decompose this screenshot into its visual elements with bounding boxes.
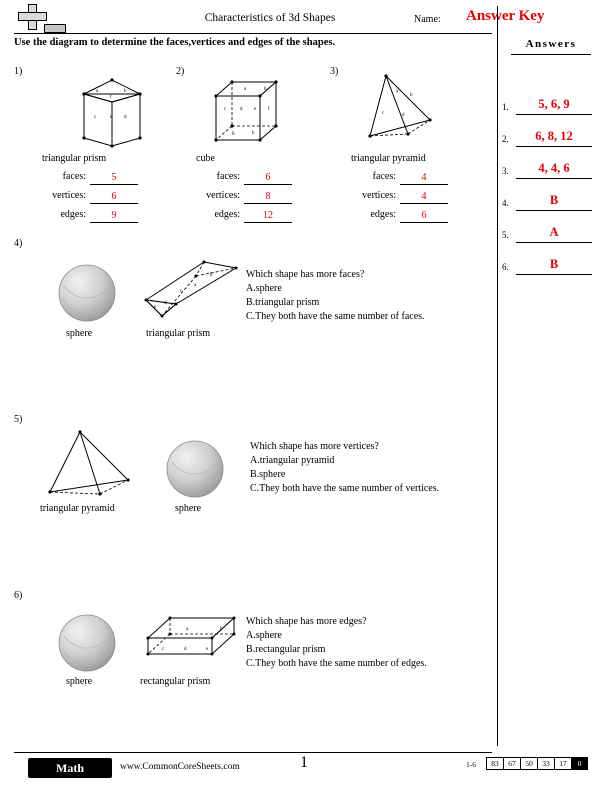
answer-1-edges[interactable]: 9 bbox=[90, 209, 138, 223]
choice-6-b[interactable]: B.rectangular prism bbox=[246, 644, 326, 655]
svg-text:b: b bbox=[264, 87, 267, 92]
prop-label-1-vertices: vertices: bbox=[52, 190, 86, 201]
question-number-4: 4) bbox=[14, 238, 23, 249]
svg-text:e: e bbox=[110, 115, 113, 120]
svg-text:a: a bbox=[244, 87, 247, 92]
site-url[interactable]: www.CommonCoreSheets.com bbox=[120, 762, 240, 772]
svg-text:h: h bbox=[252, 131, 255, 136]
answer-3-edges[interactable]: 6 bbox=[400, 209, 448, 223]
shape-label-6-left: sphere bbox=[66, 676, 93, 687]
choice-6-c[interactable]: C.They both have the same number of edges. bbox=[246, 658, 427, 669]
shape-label-5-right: sphere bbox=[175, 503, 202, 514]
triangular-pyramid-figure-3 bbox=[358, 72, 448, 150]
answer-row-4 bbox=[502, 192, 592, 214]
svg-text:a: a bbox=[186, 627, 189, 632]
svg-text:f: f bbox=[110, 95, 112, 100]
page-title: Characteristics of 3d Shapes bbox=[204, 12, 336, 24]
shape-label-4-right: triangular prism bbox=[146, 328, 211, 339]
svg-text:a: a bbox=[96, 89, 99, 94]
triangular-prism-figure-4 bbox=[140, 258, 246, 324]
choice-4-b[interactable]: B.triangular prism bbox=[246, 297, 320, 308]
svg-text:f: f bbox=[268, 107, 270, 112]
page-number: 1 bbox=[300, 754, 308, 771]
sphere-figure-5 bbox=[164, 438, 226, 500]
header-divider bbox=[14, 33, 492, 34]
svg-text:d: d bbox=[240, 107, 243, 112]
answer-value-4: B bbox=[549, 193, 559, 207]
answers-panel-title: Answers bbox=[525, 38, 577, 50]
svg-text:d: d bbox=[124, 115, 127, 120]
rectangular-prism-figure-6 bbox=[136, 608, 246, 670]
svg-text:e: e bbox=[254, 107, 257, 112]
svg-text:a: a bbox=[396, 89, 399, 94]
answer-index-6: 6. bbox=[502, 262, 509, 272]
question-block-5 bbox=[250, 440, 494, 496]
answer-line-2 bbox=[516, 146, 592, 147]
score-cell-5: 17 bbox=[554, 757, 571, 770]
shape-label-4-left: sphere bbox=[66, 328, 93, 339]
score-cell-1: 83 bbox=[486, 757, 503, 770]
choice-5-b[interactable]: B.sphere bbox=[250, 469, 286, 480]
prop-label-3-faces: faces: bbox=[372, 171, 396, 182]
answer-value-2: 6, 8, 12 bbox=[535, 129, 573, 143]
shape-label-2: cube bbox=[196, 153, 215, 164]
svg-text:e: e bbox=[154, 305, 157, 310]
shape-label-6-right: rectangular prism bbox=[140, 676, 211, 687]
answer-row-5 bbox=[502, 224, 592, 246]
score-cell-3: 50 bbox=[520, 757, 537, 770]
logo-cross-horizontal bbox=[18, 12, 47, 21]
triangular-pyramid-figure-5 bbox=[44, 428, 144, 506]
answer-line-1 bbox=[516, 114, 592, 115]
prop-label-2-edges: edges: bbox=[214, 209, 240, 220]
footer-divider bbox=[14, 752, 492, 753]
commoncoresheets-logo bbox=[14, 4, 58, 30]
svg-text:d: d bbox=[402, 113, 405, 118]
svg-text:b: b bbox=[124, 89, 127, 94]
logo-book-icon bbox=[44, 24, 66, 33]
score-range-label: 1-6 bbox=[466, 760, 476, 769]
subject-badge: Math bbox=[28, 758, 112, 778]
choice-5-a[interactable]: A.triangular pyramid bbox=[250, 455, 335, 466]
svg-text:c: c bbox=[162, 647, 165, 652]
prop-label-3-edges: edges: bbox=[370, 209, 396, 220]
prop-label-1-edges: edges: bbox=[60, 209, 86, 220]
prop-label-3-vertices: vertices: bbox=[362, 190, 396, 201]
svg-text:b: b bbox=[220, 627, 223, 632]
shape-label-1: triangular prism bbox=[42, 153, 107, 164]
answer-3-faces[interactable]: 4 bbox=[400, 171, 448, 185]
svg-text:c: c bbox=[180, 289, 183, 294]
question-number-6: 6) bbox=[14, 590, 23, 601]
prop-label-2-vertices: vertices: bbox=[206, 190, 240, 201]
sphere-figure-6 bbox=[56, 612, 118, 674]
question-text-6: Which shape has more edges? bbox=[246, 616, 367, 627]
svg-text:e: e bbox=[206, 647, 209, 652]
cube-figure-2 bbox=[208, 78, 288, 150]
score-cell-4: 33 bbox=[537, 757, 554, 770]
answer-value-6: B bbox=[549, 257, 559, 271]
answer-row-2 bbox=[502, 128, 592, 150]
prop-label-2-faces: faces: bbox=[216, 171, 240, 182]
svg-text:a: a bbox=[194, 283, 197, 288]
score-cell-6: 0 bbox=[571, 757, 588, 770]
answer-1-faces[interactable]: 5 bbox=[90, 171, 138, 185]
svg-text:c: c bbox=[224, 107, 227, 112]
answer-index-3: 3. bbox=[502, 166, 509, 176]
svg-text:b: b bbox=[210, 273, 213, 278]
triangular-prism-figure-1 bbox=[66, 74, 158, 150]
question-text-5: Which shape has more vertices? bbox=[250, 441, 379, 452]
answers-title-underline bbox=[511, 54, 591, 55]
svg-text:c: c bbox=[94, 115, 97, 120]
svg-text:b: b bbox=[410, 93, 413, 98]
question-block-6 bbox=[246, 615, 490, 671]
choice-5-c[interactable]: C.They both have the same number of vertices. bbox=[250, 483, 440, 494]
answer-line-4 bbox=[516, 210, 592, 211]
question-number-1: 1) bbox=[14, 66, 23, 77]
name-label: Name: bbox=[414, 14, 441, 25]
shape-label-3: triangular pyramid bbox=[351, 153, 426, 164]
prop-label-1-faces: faces: bbox=[62, 171, 86, 182]
question-number-2: 2) bbox=[176, 66, 185, 77]
svg-text:c: c bbox=[382, 111, 385, 116]
answer-index-1: 1. bbox=[502, 102, 509, 112]
answer-value-1: 5, 6, 9 bbox=[538, 97, 570, 111]
question-text-4: Which shape has more faces? bbox=[246, 269, 365, 280]
choice-6-a[interactable]: A.sphere bbox=[246, 630, 282, 641]
score-scale bbox=[486, 757, 588, 770]
answer-value-3: 4, 4, 6 bbox=[538, 161, 570, 175]
answer-index-4: 4. bbox=[502, 198, 509, 208]
shape-label-5-left: triangular pyramid bbox=[40, 503, 115, 514]
answer-1-vertices[interactable]: 6 bbox=[90, 190, 138, 204]
answer-2-edges[interactable]: 12 bbox=[244, 209, 292, 223]
svg-text:d: d bbox=[184, 647, 187, 652]
answer-value-5: A bbox=[549, 225, 559, 239]
answer-row-6 bbox=[502, 256, 592, 278]
sphere-figure-4 bbox=[56, 262, 118, 324]
answer-3-vertices[interactable]: 4 bbox=[400, 190, 448, 204]
svg-text:g: g bbox=[232, 131, 235, 136]
answer-row-3 bbox=[502, 160, 592, 182]
svg-text:d: d bbox=[164, 301, 167, 306]
score-cell-2: 67 bbox=[503, 757, 520, 770]
answer-index-5: 5. bbox=[502, 230, 509, 240]
question-number-3: 3) bbox=[330, 66, 339, 77]
question-block-4 bbox=[246, 268, 486, 324]
answer-key-stamp: Answer Key bbox=[466, 8, 545, 24]
choice-4-c[interactable]: C.They both have the same number of faces. bbox=[246, 311, 425, 322]
answer-2-faces[interactable]: 6 bbox=[244, 171, 292, 185]
answer-row-1 bbox=[502, 96, 592, 118]
answer-2-vertices[interactable]: 8 bbox=[244, 190, 292, 204]
answer-index-2: 2. bbox=[502, 134, 509, 144]
instructions-text: Use the diagram to determine the faces,vertices and edges of the shapes. bbox=[14, 37, 336, 48]
choice-4-a[interactable]: A.sphere bbox=[246, 283, 282, 294]
answer-line-6 bbox=[516, 274, 592, 275]
answer-line-5 bbox=[516, 242, 592, 243]
question-number-5: 5) bbox=[14, 414, 23, 425]
answers-panel-divider bbox=[497, 6, 498, 746]
answer-line-3 bbox=[516, 178, 592, 179]
